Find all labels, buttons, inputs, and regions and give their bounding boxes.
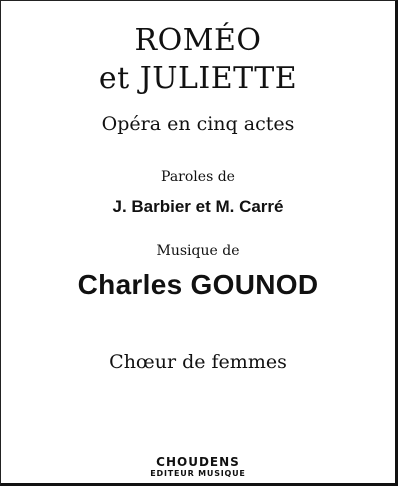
subtitle: Opéra en cinq actes	[101, 113, 295, 135]
composer-name: Charles GOUNOD	[77, 269, 319, 300]
title-line-1: ROMÉO	[134, 23, 262, 58]
excerpt-title: Chœur de femmes	[109, 351, 287, 373]
publisher-tagline: EDITEUR MUSIQUE	[150, 469, 246, 478]
librettists: J. Barbier et M. Carré	[112, 197, 284, 216]
publisher-logo	[1, 456, 395, 479]
title-line-2: et JULIETTE	[98, 61, 298, 96]
music-label: Musique de	[156, 243, 240, 259]
publisher-name: CHOUDENS	[156, 455, 240, 469]
lyrics-label: Paroles de	[161, 169, 235, 185]
